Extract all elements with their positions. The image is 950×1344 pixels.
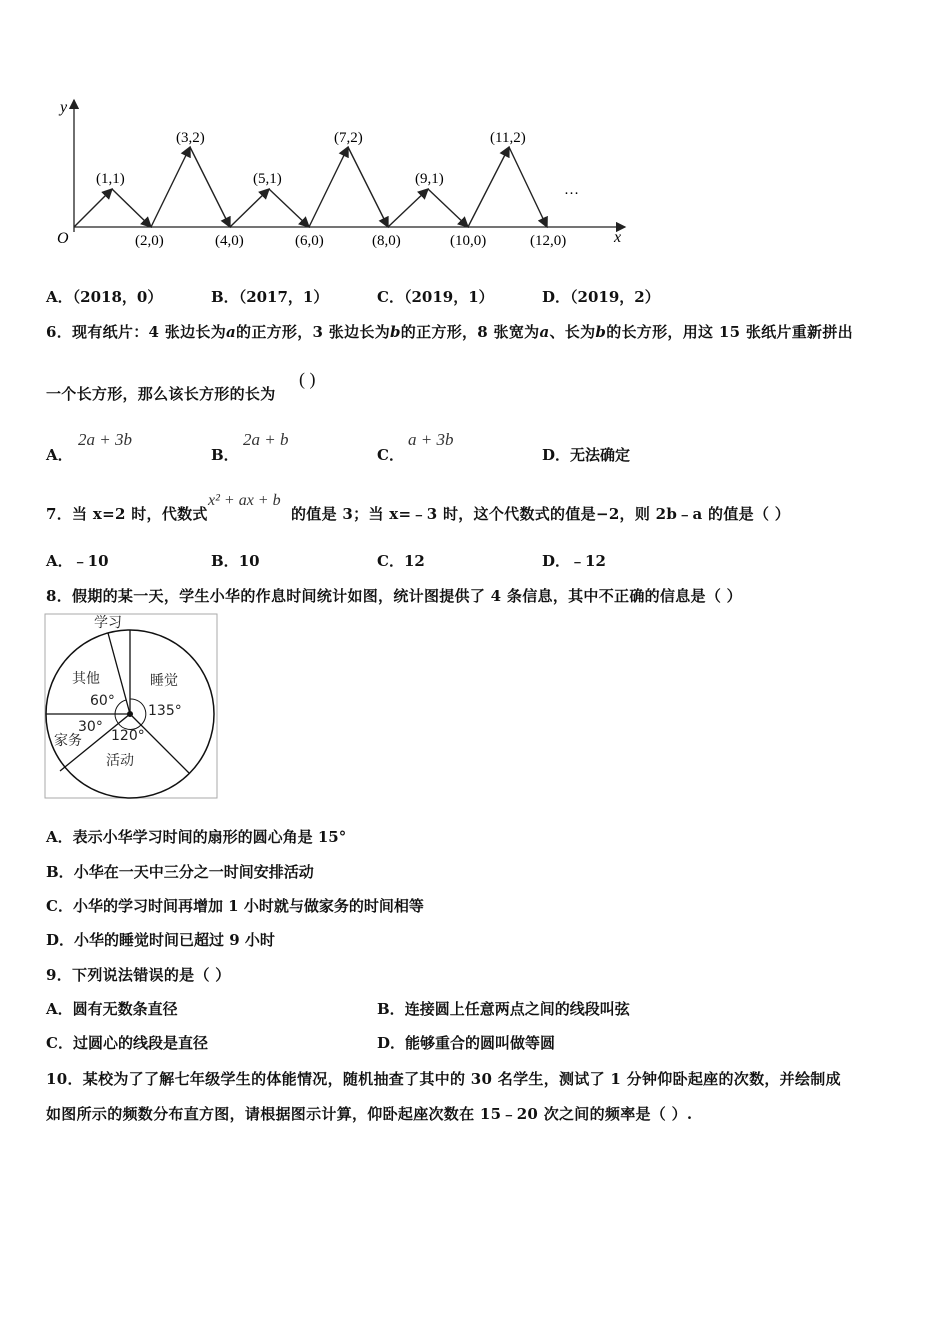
q7-option-b[interactable]: B．10 [211,552,260,570]
pie-label-activity: 活动 [106,753,134,769]
q6-option-a[interactable]: A． [46,446,73,464]
point-label: (7,2) [334,130,363,146]
q8-option-b[interactable]: B．小华在一天中三分之一时间安排活动 [46,863,314,881]
q6-option-c-math: a + 3b [408,430,454,449]
q8-pie-chart [44,613,218,799]
point-label: (6,0) [295,233,324,249]
pie-radii [46,630,189,773]
point-label: (11,2) [490,130,526,146]
q9-option-a[interactable]: A．圆有无数条直径 [46,1000,178,1018]
q6-option-b-math: 2a + b [243,430,289,449]
zigzag-coordinate-figure [40,92,640,257]
q9-option-c[interactable]: C．过圆心的线段是直径 [46,1034,208,1052]
q10-stem-line1: 10．某校为了了解七年级学生的体能情况，随机抽查了其中的 30 名学生，测试了 1 分钟仰卧起座的次数，并绘制成 [46,1070,841,1088]
q6-option-a-math: 2a + 3b [78,430,132,449]
q9-stem: 9．下列说法错误的是（ ） [46,966,231,984]
pie-center [127,711,133,717]
q5-option-d[interactable]: D．（2019，2） [542,288,660,306]
x-axis-label: x [614,229,622,246]
pie-label-other: 其他 [72,671,100,687]
q5-option-a[interactable]: A．（2018，0） [46,288,163,306]
q6-option-b[interactable]: B． [211,446,239,464]
q5-option-b[interactable]: B．（2017，1） [211,288,329,306]
pie-angle-sleep: 135° [148,703,182,719]
q8-stem: 8．假期的某一天，学生小华的作息时间统计如图，统计图提供了 4 条信息，其中不正确的信息是（ ） [46,587,742,605]
q9-option-b[interactable]: B．连接圆上任意两点之间的线段叫弦 [377,1000,630,1018]
q7-expression: x² + ax + b [208,492,281,509]
q10-stem-line2: 如图所示的频数分布直方图，请根据图示计算，仰卧起座次数在 15﹣20 次之间的频率是（ ）. [46,1105,693,1123]
q8-option-c[interactable]: C．小华的学习时间再增加 1 小时就与做家务的时间相等 [46,897,424,915]
origin-label: O [57,230,69,247]
q8-option-a[interactable]: A．表示小华学习时间的扇形的圆心角是 15° [46,828,347,846]
point-label: (5,1) [253,171,282,187]
point-label: (9,1) [415,171,444,187]
pie-angle-housework: 30° [78,719,103,735]
ellipsis: … [564,182,579,198]
q6-stem-line2: 一个长方形，那么该长方形的长为 [46,385,276,403]
q8-option-d[interactable]: D．小华的睡觉时间已超过 9 小时 [46,931,275,949]
q7-option-c[interactable]: C．12 [377,552,425,570]
pie-frame [45,614,217,798]
q6-stem-line1: 6．现有纸片：4 张边长为a的正方形，3 张边长为b的正方形，8 张宽为a、长为b的长方形，用这 15 张纸片重新拼出 [46,323,853,341]
point-label: (3,2) [176,130,205,146]
q5-option-c[interactable]: C．（2019，1） [377,288,494,306]
pie-label-housework: 家务 [54,733,82,749]
q7-option-d[interactable]: D．﹣12 [542,552,606,570]
q7-option-a[interactable]: A．﹣10 [46,552,109,570]
point-label: (10,0) [450,233,487,249]
point-label: (8,0) [372,233,401,249]
zigzag-path [74,147,547,227]
q7-stem-part1: 7．当 x=2 时，代数式 [46,505,208,523]
pie-angle-activity: 120° [111,728,145,744]
q7-stem-part2: 的值是 3；当 x=﹣3 时，这个代数式的值是−2，则 2b﹣a 的值是（ ） [291,505,791,523]
point-label: (2,0) [135,233,164,249]
q6-option-c[interactable]: C． [377,446,404,464]
pie-angle-other: 60° [90,693,115,709]
point-label: (4,0) [215,233,244,249]
q9-option-d[interactable]: D．能够重合的圆叫做等圆 [377,1034,556,1052]
q6-option-d[interactable]: D．无法确定 [542,446,631,464]
point-label: (1,1) [96,171,125,187]
y-axis-label: y [60,99,68,116]
pie-label-sleep: 睡觉 [150,673,178,689]
pie-label-study: 学习 [94,615,122,631]
q6-answer-paren: ( ) [299,369,316,389]
point-label: (12,0) [530,233,567,249]
